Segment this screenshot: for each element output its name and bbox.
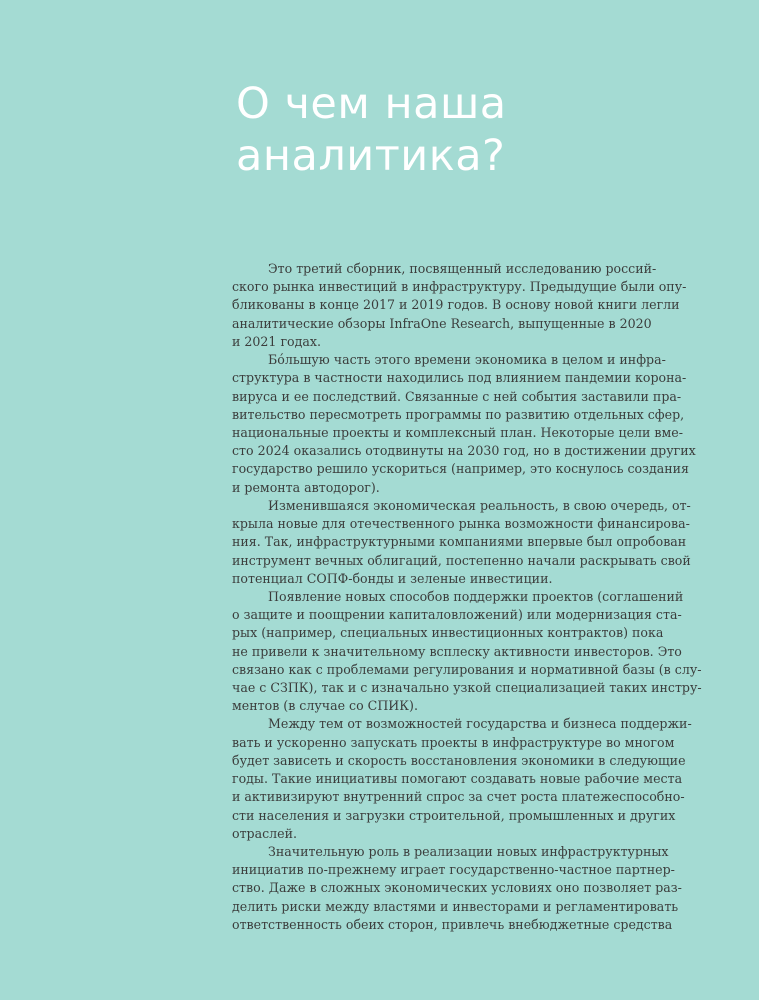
text-line: вать и ускоренно запускать проекты в инфраструктуре во многом (232, 734, 675, 750)
text-line: Появление новых способов поддержки проектов (соглашений (268, 588, 684, 604)
paragraph (232, 351, 696, 497)
text-line: Значительную роль в реализации новых инфраструктурных (268, 844, 669, 859)
text-line: потенциал СОПФ-бонды и зеленые инвестиции. (232, 570, 553, 586)
text-line: о защите и поощрении капиталовложений) или модернизация ста- (232, 607, 682, 623)
paragraph (232, 588, 702, 716)
text-line: и 2021 годах. (232, 333, 321, 349)
text-line: ского рынка инвестиций в инфраструктуру. Предыдущие были опу- (232, 279, 687, 295)
page-title (236, 78, 507, 182)
text-line: ния. Так, инфраструктурными компаниями впервые был опробован (232, 534, 687, 550)
text-line: вительство пересмотреть программы по развитию отдельных сфер, (232, 406, 685, 422)
paragraph (232, 715, 692, 843)
text-line: структура в частности находились под влиянием пандемии корона- (232, 370, 687, 386)
page-title-line: О чем наша (236, 79, 507, 129)
text-line: годы. Такие инициативы помогают создавать новые рабочие места (232, 771, 683, 787)
text-line: Изменившаяся экономическая реальность, в свою очередь, от- (268, 497, 691, 513)
text-line: бликованы в конце 2017 и 2019 годов. В основу новой книги легли (232, 297, 680, 313)
paragraph (232, 497, 691, 588)
paragraph (232, 843, 682, 934)
text-line: и активизируют внутренний спрос за счет роста платежеспособно- (232, 789, 685, 805)
text-line: инструмент вечных облигаций, постепенно начали раскрывать свой (232, 552, 691, 568)
text-line: национальные проекты и комплексный план. Некоторые цели вме- (232, 424, 684, 440)
text-line: Между тем от возможностей государства и бизнеса поддержи- (268, 716, 692, 732)
text-line: сти населения и загрузки строительной, промышленных и других (232, 807, 676, 823)
paragraph (232, 260, 687, 351)
text-line: сто 2024 оказались отодвинуты на 2030 год, но в достижении других (232, 443, 696, 459)
text-line: чае с СЗПК), так и с изначально узкой специализацией таких инстру- (232, 680, 702, 696)
text-line: ство. Даже в сложных экономических условиях оно позволяет раз- (232, 880, 682, 896)
text-line: делить риски между властями и инвесторами и регламентировать (232, 898, 679, 914)
text-line: вируса и ее последствий. Связанные с ней события заставили пра- (232, 388, 682, 404)
body-text (232, 260, 702, 934)
text-line: будет зависеть и скорость восстановления экономики в следующие (232, 752, 686, 768)
text-line: Это третий сборник, посвященный исследованию россий- (268, 261, 657, 276)
text-line: инициатив по-прежнему играет государственно-частное партнер- (232, 862, 675, 878)
text-line: отраслей. (232, 825, 298, 841)
page-title-line: аналитика? (236, 131, 506, 181)
text-line: Бóльшую часть этого времени экономика в целом и инфра- (268, 352, 666, 368)
text-line: и ремонта автодорог). (232, 479, 380, 495)
text-line: аналитические обзоры InfraOne Research, выпущенные в 2020 (232, 315, 652, 331)
text-line: не привели к значительному всплеску активности инвесторов. Это (232, 643, 682, 659)
text-line: связано как с проблемами регулирования и нормативной базы (в слу- (232, 661, 702, 677)
text-line: ответственность обеих сторон, привлечь внебюджетные средства (232, 916, 673, 932)
text-line: рых (например, специальных инвестиционных контрактов) пока (232, 625, 664, 641)
text-line: крыла новые для отечественного рынка возможности финансирова- (232, 516, 690, 532)
text-line: государство решило ускориться (например, это коснулось создания (232, 461, 689, 477)
text-line: ментов (в случае со СПИК). (232, 698, 418, 714)
